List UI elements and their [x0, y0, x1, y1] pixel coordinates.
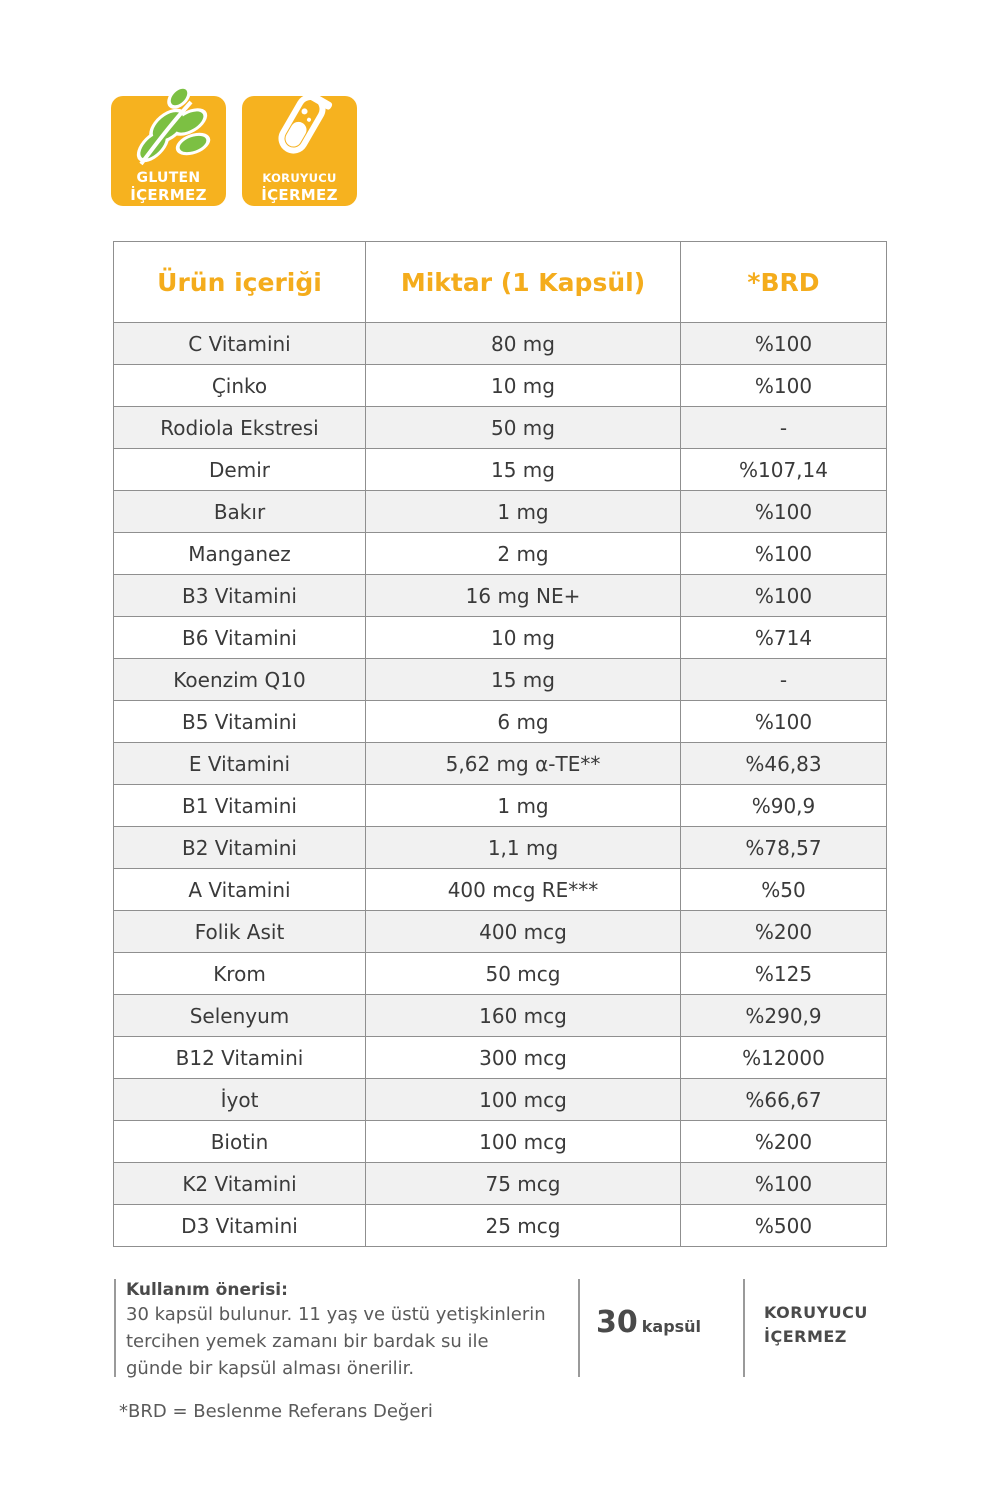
amount-cell: 50 mg [366, 407, 681, 449]
brd-cell: %100 [681, 491, 887, 533]
gluten-free-badge [111, 84, 226, 206]
brd-cell: %125 [681, 953, 887, 995]
brd-cell: %90,9 [681, 785, 887, 827]
brd-cell: %100 [681, 323, 887, 365]
ingredient-cell: Rodiola Ekstresi [114, 407, 366, 449]
capsule-count-number: 30 [596, 1305, 638, 1340]
brd-footnote: *BRD = Beslenme Referans Değeri [119, 1401, 433, 1422]
brd-cell: - [681, 407, 887, 449]
table-row [114, 659, 887, 701]
brd-cell: %12000 [681, 1037, 887, 1079]
ingredient-cell: Bakır [114, 491, 366, 533]
ingredient-cell: B3 Vitamini [114, 575, 366, 617]
usage-line: 30 kapsül bulunur. 11 yaş ve üstü yetişkinlerin [126, 1304, 546, 1325]
brd-cell: %100 [681, 701, 887, 743]
brd-cell: %500 [681, 1205, 887, 1247]
ingredient-cell: İyot [114, 1079, 366, 1121]
brd-cell: %46,83 [681, 743, 887, 785]
ingredient-cell: B5 Vitamini [114, 701, 366, 743]
ingredient-cell: Krom [114, 953, 366, 995]
usage-title: Kullanım önerisi: [126, 1280, 288, 1300]
test-tube-icon [242, 84, 357, 179]
brd-cell: %100 [681, 533, 887, 575]
table-row [114, 743, 887, 785]
usage-line: günde bir kapsül alması önerilir. [126, 1358, 415, 1379]
amount-cell: 1,1 mg [366, 827, 681, 869]
badge-line2: İÇERMEZ [261, 186, 338, 204]
amount-cell: 1 mg [366, 785, 681, 827]
capsule-count-unit: kapsül [641, 1317, 702, 1336]
ingredient-cell: B1 Vitamini [114, 785, 366, 827]
table-row [114, 1121, 887, 1163]
table-row [114, 911, 887, 953]
divider [743, 1279, 745, 1377]
amount-cell: 15 mg [366, 659, 681, 701]
capsule-count [596, 1305, 701, 1340]
brd-cell: %100 [681, 1163, 887, 1205]
ingredient-cell: A Vitamini [114, 869, 366, 911]
ingredient-cell: B12 Vitamini [114, 1037, 366, 1079]
table-row [114, 827, 887, 869]
brd-cell: %66,67 [681, 1079, 887, 1121]
table-row [114, 449, 887, 491]
amount-cell: 400 mcg [366, 911, 681, 953]
brd-cell: %78,57 [681, 827, 887, 869]
badge-line2: İÇERMEZ [130, 186, 207, 204]
table-row [114, 575, 887, 617]
ingredient-cell: B2 Vitamini [114, 827, 366, 869]
header-brd: *BRD [681, 242, 887, 323]
ingredient-cell: Folik Asit [114, 911, 366, 953]
amount-cell: 300 mcg [366, 1037, 681, 1079]
ingredient-cell: Manganez [114, 533, 366, 575]
usage-line: tercihen yemek zamanı bir bardak su ile [126, 1331, 489, 1352]
table-row [114, 365, 887, 407]
brd-cell: %200 [681, 911, 887, 953]
ingredient-cell: C Vitamini [114, 323, 366, 365]
ingredient-cell: B6 Vitamini [114, 617, 366, 659]
amount-cell: 1 mg [366, 491, 681, 533]
amount-cell: 5,62 mg α-TE** [366, 743, 681, 785]
table-row [114, 1205, 887, 1247]
ingredient-cell: Biotin [114, 1121, 366, 1163]
amount-cell: 2 mg [366, 533, 681, 575]
brd-cell: %200 [681, 1121, 887, 1163]
table-row [114, 953, 887, 995]
table-row [114, 323, 887, 365]
amount-cell: 100 mcg [366, 1121, 681, 1163]
amount-cell: 75 mcg [366, 1163, 681, 1205]
table-row [114, 701, 887, 743]
preservative-free-badge [242, 84, 357, 206]
preservative-free-label [764, 1301, 868, 1349]
amount-cell: 400 mcg RE*** [366, 869, 681, 911]
amount-cell: 6 mg [366, 701, 681, 743]
table-row [114, 1037, 887, 1079]
amount-cell: 100 mcg [366, 1079, 681, 1121]
brd-cell: %50 [681, 869, 887, 911]
table-header-row [114, 242, 887, 323]
amount-cell: 10 mg [366, 365, 681, 407]
brd-cell: %100 [681, 365, 887, 407]
badge-line1: KORUYUCU [262, 171, 337, 185]
table-row [114, 995, 887, 1037]
brd-cell: %714 [681, 617, 887, 659]
brd-cell: %107,14 [681, 449, 887, 491]
amount-cell: 10 mg [366, 617, 681, 659]
brd-cell: - [681, 659, 887, 701]
wheat-icon [111, 84, 226, 179]
brd-cell: %100 [681, 575, 887, 617]
ingredient-cell: Selenyum [114, 995, 366, 1037]
preservative-line1: KORUYUCU [764, 1303, 868, 1322]
usage-recommendation [114, 1279, 580, 1377]
badge-row [111, 84, 357, 206]
table-row [114, 869, 887, 911]
badge-line1: GLUTEN [136, 170, 201, 186]
table-row [114, 1163, 887, 1205]
brd-cell: %290,9 [681, 995, 887, 1037]
table-row [114, 491, 887, 533]
ingredient-cell: Koenzim Q10 [114, 659, 366, 701]
divider [578, 1279, 580, 1377]
ingredient-cell: D3 Vitamini [114, 1205, 366, 1247]
amount-cell: 15 mg [366, 449, 681, 491]
amount-cell: 160 mcg [366, 995, 681, 1037]
table-row [114, 785, 887, 827]
table-row [114, 407, 887, 449]
table-body [114, 323, 887, 1247]
ingredient-cell: K2 Vitamini [114, 1163, 366, 1205]
header-amount: Miktar (1 Kapsül) [366, 242, 681, 323]
amount-cell: 16 mg NE+ [366, 575, 681, 617]
table-row [114, 617, 887, 659]
ingredient-cell: E Vitamini [114, 743, 366, 785]
amount-cell: 25 mcg [366, 1205, 681, 1247]
amount-cell: 80 mg [366, 323, 681, 365]
nutrition-table [113, 241, 887, 1247]
table-row [114, 1079, 887, 1121]
amount-cell: 50 mcg [366, 953, 681, 995]
ingredient-cell: Demir [114, 449, 366, 491]
ingredient-cell: Çinko [114, 365, 366, 407]
header-ingredient: Ürün içeriği [114, 242, 366, 323]
preservative-line2: İÇERMEZ [764, 1327, 847, 1346]
table-row [114, 533, 887, 575]
